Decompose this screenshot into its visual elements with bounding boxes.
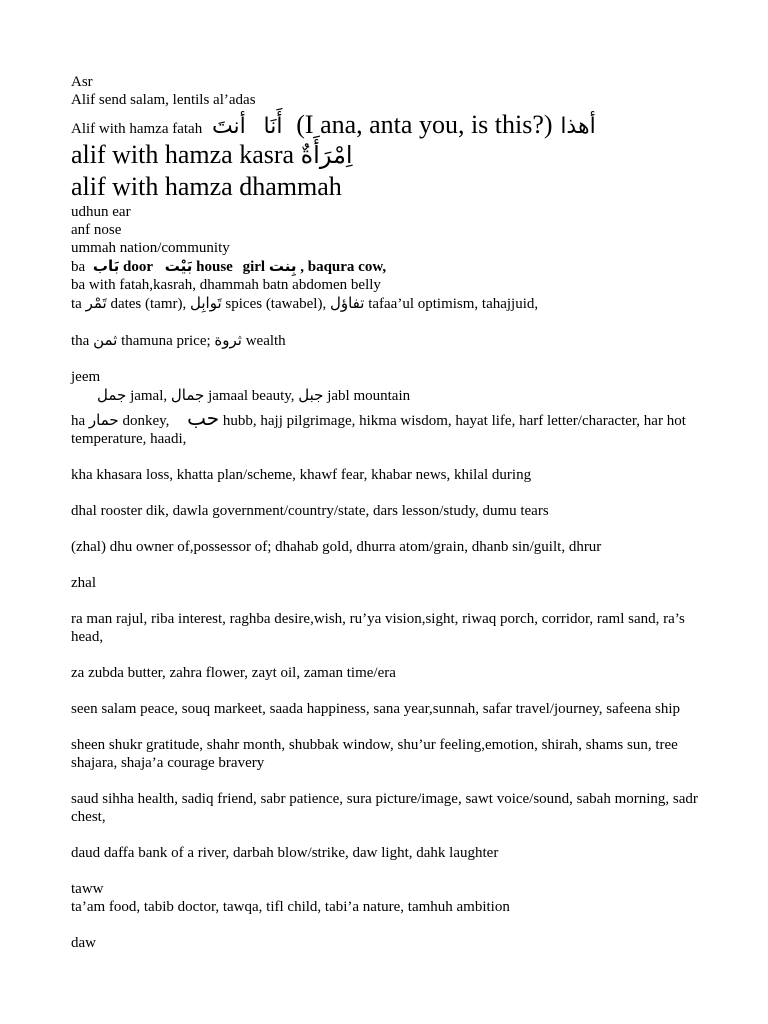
spacer bbox=[71, 592, 711, 610]
spacer bbox=[71, 484, 711, 502]
arabic-tawabil: تَوابِل bbox=[190, 294, 222, 312]
arabic-tharwa: ثروة bbox=[214, 331, 242, 349]
arabic-bayt: بَيْت bbox=[164, 257, 193, 275]
jeem-beauty: jamaal beauty, bbox=[208, 388, 295, 404]
line-daud: daud daffa bank of a river, darbah blow/strike, daw light, dahk laughter bbox=[71, 845, 499, 861]
arabic-bab: بَاب bbox=[92, 257, 120, 275]
ba-door: door bbox=[123, 259, 154, 275]
ta-spices: spices (tawabel), bbox=[225, 296, 327, 312]
line-ba-fatah: ba with fatah,kasrah, dhammah batn abdomen belly bbox=[71, 277, 381, 293]
ba-house: house bbox=[196, 259, 233, 275]
line-asr: Asr bbox=[71, 74, 93, 90]
line-daw: daw bbox=[71, 935, 96, 951]
line-ha bbox=[71, 406, 711, 448]
ha-words: hubb, hajj pilgrimage, hikma wisdom, hayat life, harf letter/character, har hot temperature, haadi, bbox=[71, 413, 686, 447]
document-page bbox=[71, 73, 711, 952]
line-anf: anf nose bbox=[71, 222, 122, 238]
arabic-hubb: حب bbox=[187, 406, 220, 430]
line-alif-salam: Alif send salam, lentils al’adas bbox=[71, 92, 256, 108]
arabic-jamal: جمل bbox=[97, 386, 127, 404]
line-kha: kha khasara loss, khatta plan/scheme, khawf fear, khabar news, khilal during bbox=[71, 467, 532, 483]
ba-cow: , baqura cow, bbox=[300, 259, 387, 275]
line-zhal-dhu: (zhal) dhu owner of,possessor of; dhahab gold, dhurra atom/grain, dhanb sin/guilt, dhrur bbox=[71, 539, 602, 555]
line-seen: seen salam peace, souq markeet, saada happiness, sana year,sunnah, safar travel/journey, safeena ship bbox=[71, 701, 681, 717]
arabic-tamr: تَمْر bbox=[85, 294, 107, 312]
ba-label: ba bbox=[71, 259, 86, 275]
spacer bbox=[71, 646, 711, 664]
line-jeem-words bbox=[71, 386, 711, 405]
spacer bbox=[71, 772, 711, 790]
line-zhal: zhal bbox=[71, 575, 96, 591]
arabic-tafaul: تفاؤل bbox=[329, 294, 365, 312]
arabic-jabal: جبل bbox=[298, 386, 324, 404]
line-hamza-dhammah: alif with hamza dhammah bbox=[71, 172, 342, 201]
arabic-ana: أَنَا bbox=[263, 114, 283, 139]
arabic-himar: حمار bbox=[88, 411, 119, 429]
tha-price: thamuna price; bbox=[121, 333, 211, 349]
spacer bbox=[71, 520, 711, 538]
ta-dates: dates (tamr), bbox=[110, 296, 187, 312]
arabic-bint: بِنت bbox=[268, 257, 297, 275]
line-za: za zubda butter, zahra flower, zayt oil, zaman time/era bbox=[71, 665, 396, 681]
ha-donkey: donkey, bbox=[122, 413, 170, 429]
spacer bbox=[71, 916, 711, 934]
arabic-jamaal: جمال bbox=[170, 386, 205, 404]
arabic-anta: أنتَ bbox=[211, 114, 246, 139]
arabic-imraah: اِمْرَأَةٌ bbox=[300, 141, 353, 169]
spacer bbox=[71, 718, 711, 736]
jeem-mountain: jabl mountain bbox=[327, 388, 411, 404]
spacer bbox=[71, 313, 711, 331]
line-ba bbox=[71, 257, 711, 276]
tha-wealth: wealth bbox=[245, 333, 286, 349]
line-saud: saud sihha health, sadiq friend, sabr patience, sura picture/image, sawt voice/sound, sabah morning, sadr chest, bbox=[71, 791, 698, 825]
line-ta bbox=[71, 294, 711, 313]
spacer bbox=[71, 862, 711, 880]
line-ummah: ummah nation/community bbox=[71, 240, 230, 256]
line-taam: ta’am food, tabib doctor, tawqa, tifl child, tabi’a nature, tamhuh ambition bbox=[71, 899, 510, 915]
line-hamza-fatah bbox=[71, 109, 711, 139]
spacer bbox=[71, 350, 711, 368]
arabic-ahadha: أهذا bbox=[560, 114, 596, 139]
spacer bbox=[71, 682, 711, 700]
ta-optimism: tafaa’ul optimism, tahajjuid, bbox=[368, 296, 539, 312]
line-udhun: udhun ear bbox=[71, 204, 131, 220]
jeem-jamal: jamal, bbox=[130, 388, 168, 404]
tha-label: tha bbox=[71, 333, 90, 349]
line-ra: ra man rajul, riba interest, raghba desire,wish, ru’ya vision,sight, riwaq porch, corridor, raml sand, ra’s head, bbox=[71, 611, 685, 645]
line-sheen: sheen shukr gratitude, shahr month, shubbak window, shu’ur feeling,emotion, shirah, shams sun, tree shajara, shaja’a courage bravery bbox=[71, 737, 678, 771]
arabic-thaman: ثمن bbox=[93, 331, 118, 349]
line-dhal: dhal rooster dik, dawla government/country/state, dars lesson/study, dumu tears bbox=[71, 503, 549, 519]
line-hamza-kasra bbox=[71, 139, 711, 171]
line-jeem: jeem bbox=[71, 369, 101, 385]
ha-label: ha bbox=[71, 413, 86, 429]
line-tha bbox=[71, 331, 711, 350]
line-taww: taww bbox=[71, 881, 104, 897]
hamza-fatah-gloss: (I ana, anta you, is this?) bbox=[296, 110, 553, 139]
hamza-fatah-label: Alif with hamza fatah bbox=[71, 121, 203, 137]
spacer bbox=[71, 448, 711, 466]
spacer bbox=[71, 826, 711, 844]
spacer bbox=[71, 556, 711, 574]
ta-label: ta bbox=[71, 296, 82, 312]
ba-girl: girl bbox=[242, 259, 266, 275]
hamza-kasra-label: alif with hamza kasra bbox=[71, 140, 295, 169]
